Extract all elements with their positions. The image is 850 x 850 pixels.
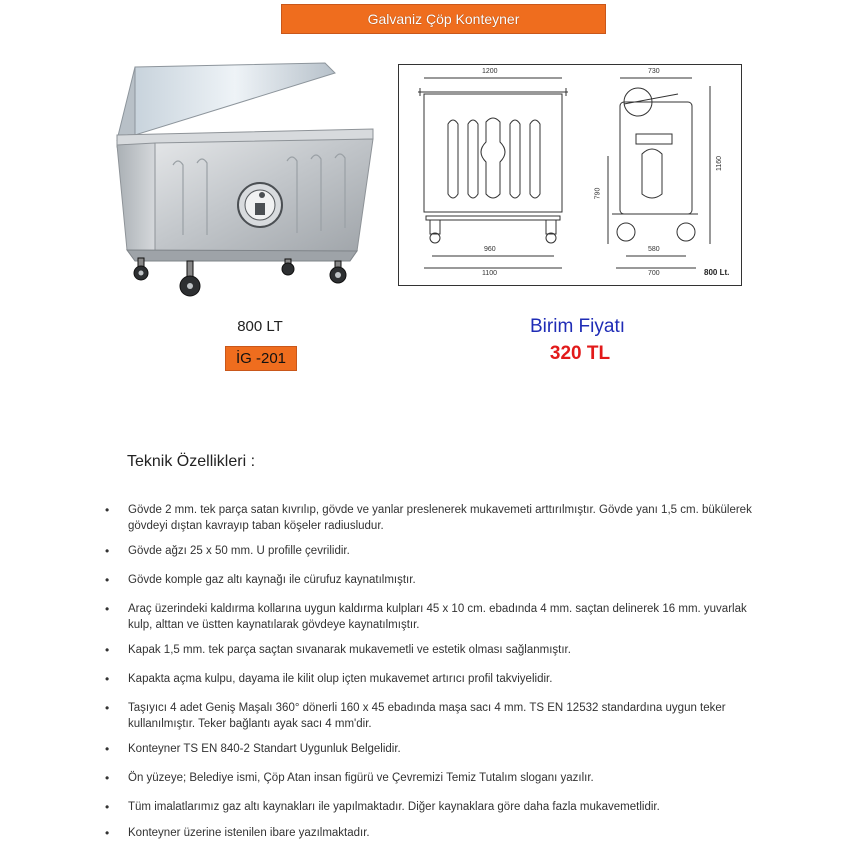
list-item: • Konteyner üzerine istenilen ibare yazılmaktadır. (103, 825, 753, 841)
list-item: • Kapak 1,5 mm. tek parça saçtan sıvanarak mukavemetli ve estetik olması sağlanmıştır. (103, 642, 753, 658)
list-item: • Konteyner TS EN 840-2 Standart Uygunluk Belgelidir. (103, 741, 753, 757)
unit-price-label: Birim Fiyatı (530, 316, 625, 337)
list-item: • Gövde komple gaz altı kaynağı ile cürufuz kaynatılmıştır. (103, 572, 753, 588)
unit-price-value: 320 TL (549, 343, 611, 364)
dim-total-width: 1100 (482, 270, 498, 277)
list-item: • Ön yüzeye; Belediye ismi, Çöp Atan insan figürü ve Çevremizi Temiz Tutalım sloganı yazılır. (103, 770, 753, 786)
specs-list (103, 502, 753, 841)
dim-height-body: 790 (594, 187, 602, 200)
page-title: Galvaniz Çöp Konteyner (281, 4, 606, 34)
list-item: • Gövde ağzı 25 x 50 mm. U profille çevrilidir. (103, 543, 753, 559)
list-item: • Gövde 2 mm. tek parça satan kıvrılıp, gövde ve yanlar preslenerek mukavemeti arttırılmıştır. Gövde yanı 1,5 cm. bükülerek gövdeyi dıştan kavrayıp taban köşeler radiusludur. (103, 502, 753, 534)
technical-drawing (398, 64, 742, 286)
list-item: • Tüm imalatlarımız gaz altı kaynakları ile yapılmaktadır. Diğer kaynaklara göre daha fazla mukavemetlidir. (103, 799, 753, 815)
dim-width-top: 1200 (482, 68, 498, 75)
capacity-label-drawing: 800 Lt. (704, 268, 730, 277)
list-item: • Araç üzerindeki kaldırma kollarına uygun kaldırma kulpları 45 x 10 cm. ebadında 4 mm. saçtan delinerek 16 mm. yuvarlak kulp, alttan ve üstten kaynatılarak gövdeye kaynatılmıştır. (103, 601, 753, 633)
specs-title: Teknik Özellikleri : (127, 453, 256, 470)
list-item: • Kapakta açma kulpu, dayama ile kilit olup içten mukavemet artırıcı profil takviyelidir. (103, 671, 753, 687)
dim-height-total: 1160 (716, 155, 724, 172)
list-item: • Taşıyıcı 4 adet Geniş Maşalı 360° dönerli 160 x 45 ebadında maşa sacı 4 mm. TS EN 12532 standardına uygun teker kullanılmıştır. Teker bağlantı ayak sacı 4 mm'dir. (103, 700, 753, 732)
dim-inner-width: 960 (484, 246, 496, 253)
dim-wheelbase: 580 (648, 246, 660, 253)
container-photo (95, 55, 385, 310)
dim-depth-top: 730 (648, 68, 660, 75)
dim-depth-bottom: 700 (648, 270, 660, 277)
product-code-badge: İG -201 (225, 346, 297, 371)
capacity-label: 800 LT (237, 318, 283, 335)
